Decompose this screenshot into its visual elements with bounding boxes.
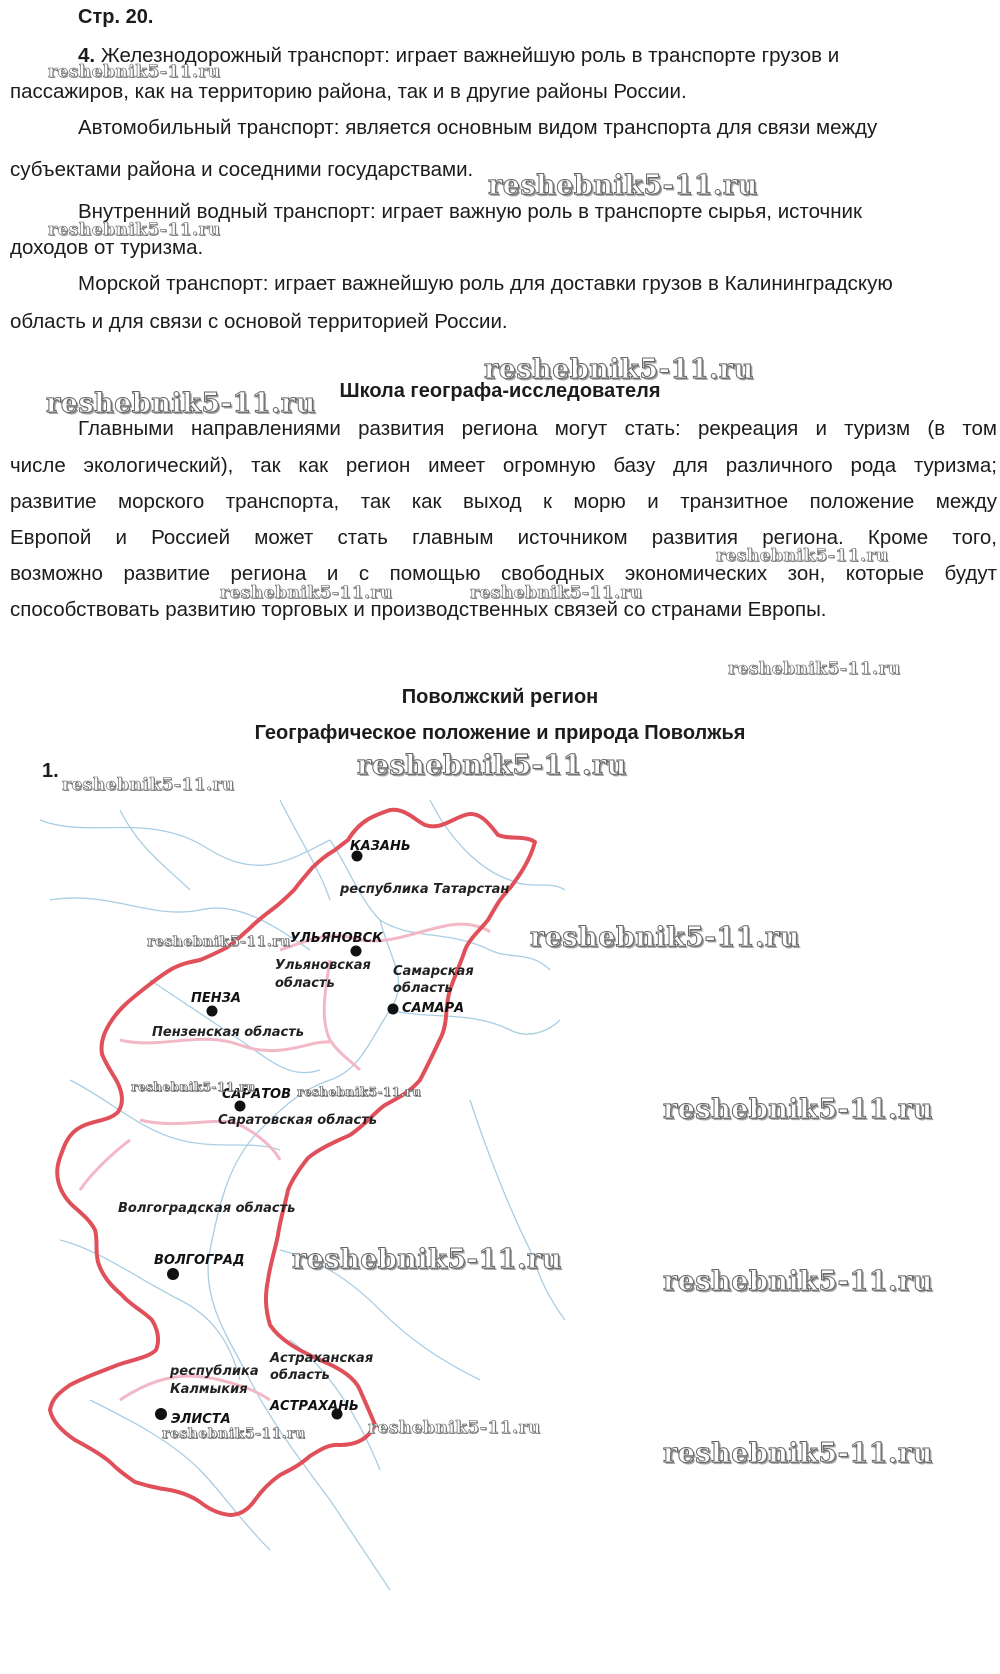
school-line-2: числе экологический), так как регион имеет огромную базу для различного рода туризма; <box>10 454 997 477</box>
watermark: reshebnik5-11.ru <box>728 659 901 679</box>
watermark: reshebnik5-11.ru <box>484 354 754 385</box>
watermark: reshebnik5-11.ru <box>530 922 800 953</box>
penza-dot <box>207 1006 218 1017</box>
watermark: reshebnik5-11.ru <box>48 220 221 240</box>
city-label-samara: САМАРА <box>402 1001 465 1016</box>
task4-number: 4. <box>78 44 96 67</box>
saratov-dot <box>235 1101 246 1112</box>
watermark: reshebnik5-11.ru <box>488 170 758 201</box>
school-line-6: способствовать развитию торговых и производственных связей со странами Европы. <box>10 598 827 621</box>
elista-dot <box>155 1408 167 1420</box>
city-label-ulyanovsk: УЛЬЯНОВСК <box>290 931 383 946</box>
watermark: reshebnik5-11.ru <box>48 62 221 82</box>
watermark: reshebnik5-11.ru <box>368 1418 541 1438</box>
watermark: reshebnik5-11.ru <box>663 1438 933 1469</box>
region-label-tatarstan: республика Татарстан <box>340 882 510 897</box>
city-label-penza: ПЕНЗА <box>191 991 241 1006</box>
task4-water-line2: доходов от туризма. <box>10 236 204 259</box>
ulyanovsk-dot <box>351 946 362 957</box>
task4-sea-line1: Морской транспорт: играет важнейшую роль для доставки грузов в Калининградскую <box>78 272 893 295</box>
school-line-5: возможно развитие региона и с помощью свободных экономических зон, которые будут <box>10 562 997 585</box>
region-label-ulyanovsk-1: Ульяновская <box>275 958 371 973</box>
watermark: reshebnik5-11.ru <box>147 934 291 950</box>
watermark: reshebnik5-11.ru <box>220 583 393 603</box>
samara-dot <box>388 1004 399 1015</box>
region-label-saratov: Саратовская область <box>218 1113 378 1128</box>
task4-sea-line2: область и для связи с основой территорией России. <box>10 310 508 333</box>
watermark: reshebnik5-11.ru <box>62 775 235 795</box>
region-label-astrakhan-2: область <box>270 1368 330 1383</box>
watermark: reshebnik5-11.ru <box>162 1426 306 1442</box>
region-label-penza: Пензенская область <box>152 1025 304 1040</box>
watermark: reshebnik5-11.ru <box>297 1085 422 1099</box>
region-label-samara-2: область <box>393 981 453 996</box>
region-map <box>30 780 570 1620</box>
region-label-ulyanovsk-2: область <box>275 976 335 991</box>
task4-auto-line2: субъектами района и соседними государствами. <box>10 158 474 181</box>
watermark: reshebnik5-11.ru <box>470 583 643 603</box>
watermark: reshebnik5-11.ru <box>663 1266 933 1297</box>
school-heading: Школа географа-исследователя <box>339 380 661 402</box>
city-label-volgograd: ВОЛГОГРАД <box>154 1253 245 1268</box>
city-label-kazan: КАЗАНЬ <box>350 839 411 854</box>
watermark: reshebnik5-11.ru <box>716 546 889 566</box>
page-number: Стр. 20. <box>78 6 154 28</box>
section-subtitle: Географическое положение и природа Поволжья <box>254 722 746 744</box>
volgograd-dot <box>167 1268 179 1280</box>
region-label-volgograd: Волгоградская область <box>118 1201 296 1216</box>
city-label-saratov: САРАТОВ <box>222 1087 292 1102</box>
school-line-3: развитие морского транспорта, так как выход к морю и транзитное положение между <box>10 490 997 513</box>
section-title: Поволжский регион <box>401 686 599 708</box>
region-label-kalmykia-2: Калмыкия <box>170 1382 248 1397</box>
task4-water-line1: Внутренний водный транспорт: играет важную роль в транспорте сырья, источник <box>78 200 862 223</box>
item-number: 1. <box>42 760 59 782</box>
school-line-1: Главными направлениями развития региона могут стать: рекреация и туризм (в том <box>78 417 997 440</box>
watermark: reshebnik5-11.ru <box>46 388 316 419</box>
school-line-4: Европой и Россией может стать главным источником развития региона. Кроме того, <box>10 526 997 549</box>
watermark: reshebnik5-11.ru <box>663 1094 933 1125</box>
city-label-astrakhan: АСТРАХАНЬ <box>270 1399 359 1414</box>
city-label-elista: ЭЛИСТА <box>171 1412 231 1427</box>
region-label-samara-1: Самарская <box>393 964 474 979</box>
watermark: reshebnik5-11.ru <box>292 1244 562 1275</box>
task4-auto-line1: Автомобильный транспорт: является основным видом транспорта для связи между <box>78 116 878 139</box>
watermark: reshebnik5-11.ru <box>131 1080 256 1094</box>
watermark: reshebnik5-11.ru <box>357 750 627 781</box>
region-label-astrakhan-1: Астраханская <box>270 1351 374 1366</box>
region-label-kalmykia-1: республика <box>170 1364 259 1379</box>
task4-rail-line2: пассажиров, как на территорию района, так и в другие районы России. <box>10 80 687 103</box>
task4-rail-line1: 4. Железнодорожный транспорт: играет важнейшую роль в транспорте грузов и <box>78 44 840 67</box>
